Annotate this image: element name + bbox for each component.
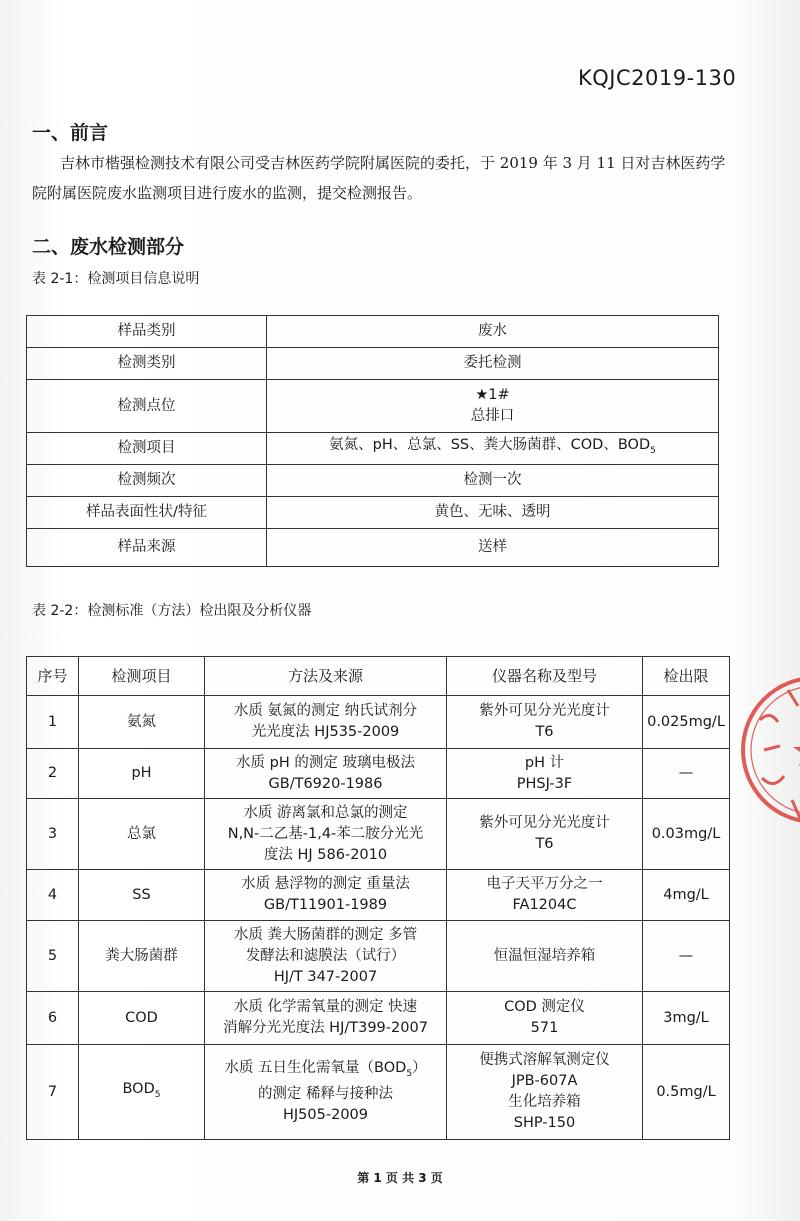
cell-item <box>79 1045 205 1140</box>
cell-limit: 3mg/L <box>643 992 730 1045</box>
row-label: 检测项目 <box>27 433 267 465</box>
item-text: BOD <box>122 1080 155 1097</box>
method-line: N,N-二乙基-1,4-苯二胺分光光 <box>227 825 424 842</box>
cell-instrument <box>447 921 643 992</box>
cell-limit: — <box>643 749 730 799</box>
table-row <box>27 316 719 348</box>
cell-item: SS <box>79 870 205 921</box>
cell-method <box>205 921 447 992</box>
method-line: GB/T6920-1986 <box>268 775 383 792</box>
method-line: 发酵法和滤膜法（试行） <box>245 947 406 964</box>
cell-method <box>205 749 447 799</box>
table-row <box>27 465 719 497</box>
instrument-line: SHP-150 <box>513 1115 576 1131</box>
instrument-line: COD 测定仪 <box>504 999 585 1015</box>
subscript: 5 <box>406 1068 413 1079</box>
row-value: 送样 <box>267 529 719 567</box>
header-cell: 序号 <box>27 657 79 696</box>
row-value: 黄色、无味、透明 <box>267 497 719 529</box>
cell-method <box>205 992 447 1045</box>
cell-instrument <box>447 696 643 749</box>
table-row <box>27 870 730 921</box>
table-header-row <box>27 657 730 696</box>
sample-info-table <box>26 315 719 567</box>
table-2-caption: 表 2-2：检测标准（方法）检出限及分析仪器 <box>32 603 312 619</box>
method-line: 水质 化学需氧量的测定 快速 <box>233 999 418 1015</box>
report-number: KQJC2019-130 <box>578 66 737 90</box>
table-row <box>27 696 730 749</box>
cell-no: 5 <box>27 921 79 992</box>
row-label: 样品表面性状/特征 <box>27 497 267 529</box>
method-line: HJ/T 347-2007 <box>273 968 378 985</box>
table-row <box>27 749 730 799</box>
section-1-heading: 一、前言 <box>32 122 109 144</box>
cell-limit: — <box>643 921 730 992</box>
red-seal-stamp <box>740 650 800 850</box>
row-label: 检测点位 <box>27 380 267 433</box>
table-row <box>27 433 719 465</box>
method-line: 水质 粪大肠菌群的测定 多管 <box>233 926 418 943</box>
cell-instrument <box>447 992 643 1045</box>
cell-limit: 4mg/L <box>643 870 730 921</box>
cell-item: 粪大肠菌群 <box>79 921 205 992</box>
instrument-line: PHSJ-3F <box>516 775 573 792</box>
cell-item: COD <box>79 992 205 1045</box>
method-line: GB/T11901-1989 <box>263 897 388 913</box>
subscript: 5 <box>154 1089 161 1100</box>
seal-star-icon <box>793 735 800 766</box>
cell-instrument <box>447 749 643 799</box>
instrument-line: FA1204C <box>512 897 577 913</box>
cell-instrument <box>447 870 643 921</box>
method-line: 水质 pH 的测定 玻璃电极法 <box>236 754 415 771</box>
table-row <box>27 348 719 380</box>
cell-instrument <box>447 1045 643 1140</box>
subscript: 5 <box>650 445 656 456</box>
row-label: 样品类别 <box>27 316 267 348</box>
table-row <box>27 799 730 870</box>
row-label: 检测类别 <box>27 348 267 380</box>
row-value <box>267 380 719 433</box>
header-cell: 检测项目 <box>79 657 205 696</box>
header-cell: 检出限 <box>643 657 730 696</box>
table-1-caption: 表 2-1：检测项目信息说明 <box>32 271 200 287</box>
section-1-paragraph: 吉林市楷强检测技术有限公司受吉林医药学院附属医院的委托，于 2019 年 3 月 11 日对吉林医药学院附属医院废水监测项目进行废水的监测，提交检测报告。 <box>32 154 726 202</box>
table-row <box>27 529 719 567</box>
row-label: 样品来源 <box>27 529 267 567</box>
cell-no: 4 <box>27 870 79 921</box>
instrument-line: T6 <box>535 836 554 852</box>
method-line: 水质 悬浮物的测定 重量法 <box>241 876 410 892</box>
instrument-line: 紫外可见分光光度计 <box>479 703 610 719</box>
sampling-point-code: ★1# <box>475 387 510 403</box>
instrument-line: T6 <box>535 724 554 740</box>
instrument-line: 紫外可见分光光度计 <box>479 815 610 831</box>
table-row <box>27 497 719 529</box>
instrument-line: JPB-607A <box>511 1073 578 1089</box>
header-cell: 仪器名称及型号 <box>447 657 643 696</box>
table-row <box>27 1045 730 1140</box>
method-line: 水质 氨氮的测定 纳氏试剂分 <box>233 703 418 719</box>
table-row <box>27 921 730 992</box>
cell-limit: 0.025mg/L <box>643 696 730 749</box>
methods-table <box>26 656 730 1140</box>
table-row <box>27 992 730 1045</box>
cell-item: 总氯 <box>79 799 205 870</box>
instrument-line: 571 <box>530 1020 559 1036</box>
row-value <box>267 433 719 465</box>
cell-no: 6 <box>27 992 79 1045</box>
cell-no: 1 <box>27 696 79 749</box>
method-line <box>209 1058 442 1085</box>
table-row <box>27 380 719 433</box>
cell-method <box>205 1045 447 1140</box>
method-text: 水质 五日生化需氧量（BOD <box>224 1059 407 1076</box>
method-line: 度法 HJ 586-2010 <box>263 846 388 863</box>
sampling-point-name: 总排口 <box>470 408 515 424</box>
page-footer: 第 1 页 共 3 页 <box>357 1171 443 1185</box>
instrument-line: 生化培养箱 <box>508 1094 581 1110</box>
row-value: 废水 <box>267 316 719 348</box>
method-line: 光光度法 HJ535-2009 <box>251 724 400 740</box>
method-line: 的测定 稀释与接种法 <box>257 1086 394 1103</box>
test-items-text: 氨氮、pH、总氯、SS、粪大肠菌群、COD、BOD <box>329 437 651 454</box>
method-line: 水质 游离氯和总氯的测定 <box>243 804 408 821</box>
cell-method <box>205 696 447 749</box>
cell-method <box>205 870 447 921</box>
cell-item: 氨氮 <box>79 696 205 749</box>
cell-limit: 0.03mg/L <box>643 799 730 870</box>
cell-limit: 0.5mg/L <box>643 1045 730 1140</box>
cell-item: pH <box>79 749 205 799</box>
cell-no: 7 <box>27 1045 79 1140</box>
section-2-heading: 二、废水检测部分 <box>32 236 185 258</box>
cell-no: 3 <box>27 799 79 870</box>
instrument-line: pH 计 <box>524 754 565 771</box>
method-line: 消解分光光度法 HJ/T399-2007 <box>223 1020 428 1036</box>
row-value: 检测一次 <box>267 465 719 497</box>
cell-method <box>205 799 447 870</box>
cell-instrument <box>447 799 643 870</box>
instrument-line: 便携式溶解氧测定仪 <box>479 1052 610 1068</box>
method-text-tail: ） <box>412 1059 427 1076</box>
instrument-line: 恒温恒湿培养箱 <box>493 947 596 964</box>
method-line: HJ505-2009 <box>283 1107 368 1124</box>
row-value: 委托检测 <box>267 348 719 380</box>
cell-no: 2 <box>27 749 79 799</box>
header-cell: 方法及来源 <box>205 657 447 696</box>
row-label: 检测频次 <box>27 465 267 497</box>
instrument-line: 电子天平万分之一 <box>486 876 603 892</box>
